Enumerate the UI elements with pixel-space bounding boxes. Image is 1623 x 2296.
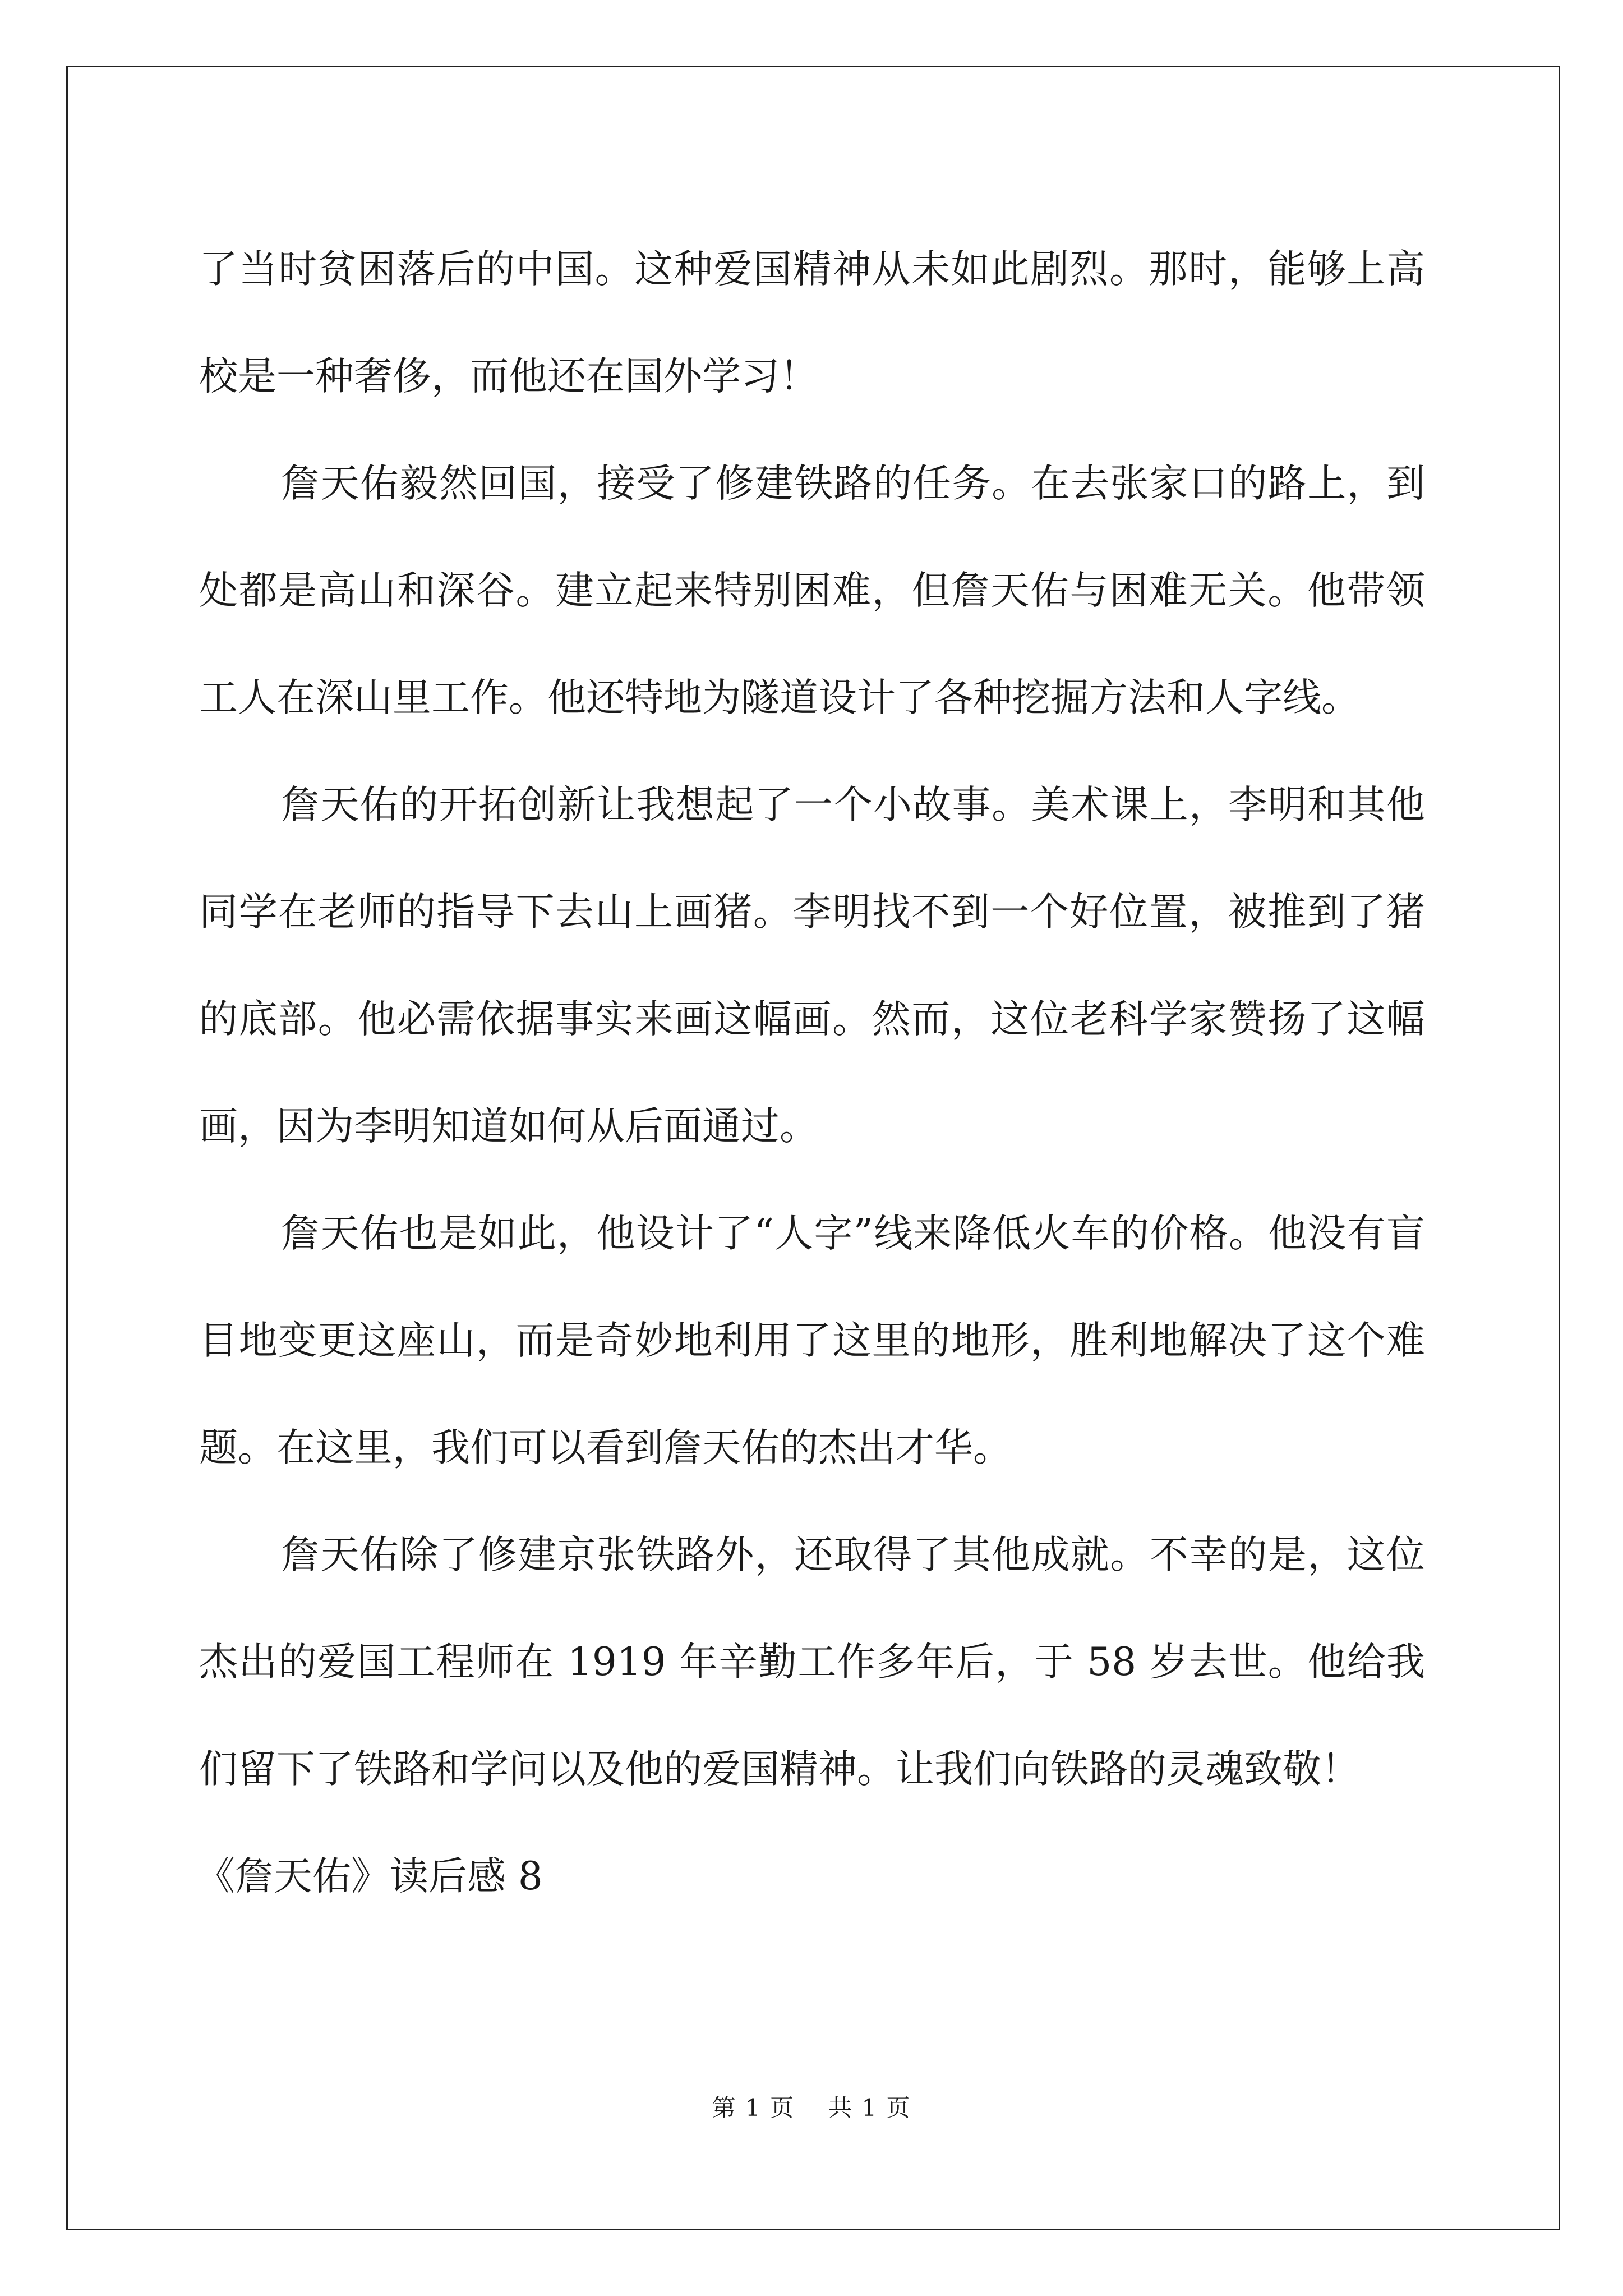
paragraph-5: 詹天佑除了修建京张铁路外，还取得了其他成就。不幸的是，这位杰出的爱国工程师在 1919 年辛勤工作多年后，于 58 岁去世。他给我们留下了铁路和学问以及他的爱国精神。让我们向铁路的灵魂致敬！ <box>199 1533 1425 1792</box>
paragraph-4: 詹天佑也是如此，他设计了“人字”线来降低火车的价格。他没有盲目地变更这座山，而是奇妙地利用了这里的地形，胜利地解决了这个难题。在这里，我们可以看到詹天佑的杰出才华。 <box>199 1211 1425 1470</box>
paragraph-2: 詹天佑毅然回国，接受了修建铁路的任务。在去张家口的路上，到处都是高山和深谷。建立起来特别困难，但詹天佑与困难无关。他带领工人在深山里工作。他还特地为隧道设计了各种挖掘方法和人字线。 <box>199 461 1425 720</box>
document-body <box>196 216 1425 1930</box>
paragraph-1: 了当时贫困落后的中国。这种爱国精神从未如此剧烈。那时，能够上高校是一种奢侈，而他还在国外学习！ <box>199 247 1425 399</box>
paragraph-3: 詹天佑的开拓创新让我想起了一个小故事。美术课上，李明和其他同学在老师的指导下去山上画猪。李明找不到一个好位置，被推到了猪的底部。他必需依据事实来画这幅画。然而，这位老科学家赞扬了这幅画，因为李明知道如何从后面通过。 <box>199 783 1425 1149</box>
page-number: 第 1 页 <box>712 2094 795 2122</box>
page-total: 共 1 页 <box>828 2094 911 2122</box>
section-title: 《詹天佑》读后感 8 <box>196 1854 543 1899</box>
page-footer <box>0 2091 1623 2125</box>
